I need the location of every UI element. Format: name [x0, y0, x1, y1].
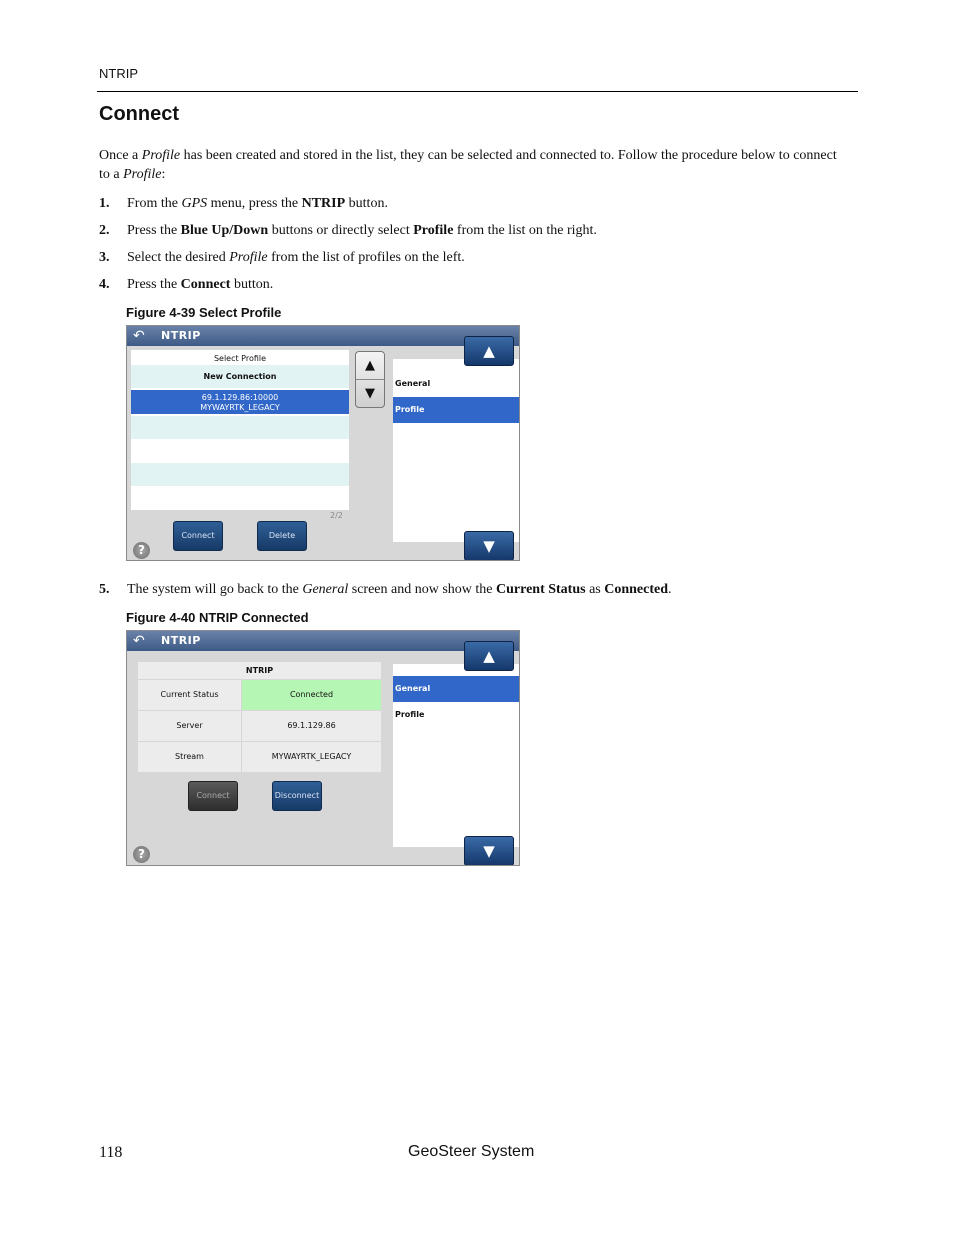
select-profile-screen [126, 325, 520, 561]
page-number: 118 [99, 1144, 123, 1161]
help-icon[interactable]: ? [133, 542, 150, 559]
menu-down-button[interactable] [464, 836, 514, 866]
step-number: 1. [99, 196, 110, 211]
list-item-selected-profile[interactable] [131, 390, 349, 414]
list-item-new-connection[interactable]: New Connection [131, 365, 349, 388]
back-arrow-icon[interactable]: ↶ [133, 328, 145, 344]
profile-list [131, 350, 349, 510]
menu-up-button[interactable] [464, 641, 514, 671]
page-indicator: 2/2 [330, 511, 343, 520]
intro-text: : [161, 167, 166, 182]
title-bar [127, 326, 519, 346]
intro-italic: Profile [141, 148, 181, 163]
list-item-empty[interactable] [131, 486, 349, 509]
server-row [138, 711, 381, 741]
connect-button-disabled[interactable]: Connect [188, 781, 238, 811]
status-value: Connected [242, 680, 381, 710]
arrow-down-icon: ▼ [483, 537, 495, 555]
step-number: 2. [99, 223, 110, 238]
header-rule [97, 91, 858, 92]
back-arrow-icon[interactable]: ↶ [133, 633, 145, 649]
step-number: 5. [99, 582, 110, 597]
disconnect-button[interactable]: Disconnect [272, 781, 322, 811]
figure-1-caption: Figure 4-39 Select Profile [126, 305, 282, 320]
step-4 [99, 276, 859, 294]
step-text: The system will go back to the General screen and now show the Current Status as Connected. [127, 582, 672, 597]
stream-label: Stream [138, 742, 241, 772]
section-title: Connect [99, 103, 179, 125]
menu-list [393, 359, 520, 542]
stream-value: MYWAYRTK_LEGACY [242, 742, 381, 772]
step-text: From the GPS menu, press the NTRIP button. [127, 196, 388, 211]
running-head: NTRIP [99, 66, 138, 81]
step-2 [99, 222, 859, 240]
ntrip-connected-screen [126, 630, 520, 866]
step-3 [99, 249, 859, 267]
menu-item-general[interactable]: General [393, 676, 520, 702]
intro-text: Once a [99, 148, 142, 163]
step-text: Press the Blue Up/Down buttons or directly select Profile from the list on the right. [127, 223, 597, 238]
connect-button[interactable]: Connect [173, 521, 223, 551]
menu-down-button[interactable] [464, 531, 514, 561]
profile-stream: MYWAYRTK_LEGACY [200, 403, 280, 412]
status-row [138, 680, 381, 710]
status-label: Current Status [138, 680, 241, 710]
menu-item-profile[interactable]: Profile [393, 397, 520, 423]
screen-title: NTRIP [161, 634, 201, 647]
menu-list [393, 664, 520, 847]
step-number: 3. [99, 250, 110, 265]
list-item-empty[interactable] [131, 416, 349, 439]
arrow-up-icon: ▲ [483, 342, 495, 360]
list-item-empty[interactable] [131, 463, 349, 486]
triangle-up-icon[interactable]: ▲ [356, 352, 384, 380]
step-text: Select the desired Profile from the list of profiles on the left. [127, 250, 465, 265]
title-bar [127, 631, 519, 651]
intro-paragraph [99, 146, 844, 184]
step-5 [99, 581, 859, 599]
status-table-header: NTRIP [138, 662, 381, 679]
delete-button[interactable]: Delete [257, 521, 307, 551]
triangle-down-icon[interactable]: ▼ [365, 386, 375, 401]
menu-item-general[interactable]: General [395, 379, 431, 388]
step-text: Press the Connect button. [127, 277, 274, 292]
list-scroll-buttons [355, 351, 385, 408]
figure-2-caption: Figure 4-40 NTRIP Connected [126, 610, 309, 625]
help-icon[interactable]: ? [133, 846, 150, 863]
menu-up-button[interactable] [464, 336, 514, 366]
intro-text: has been created and stored in the list, they can be selected and connected to. Follow the procedure below to connect to a [99, 148, 837, 182]
list-item-empty[interactable] [131, 439, 349, 462]
server-label: Server [138, 711, 241, 741]
arrow-down-icon: ▼ [483, 842, 495, 860]
list-header: Select Profile [213, 354, 267, 363]
step-number: 4. [99, 277, 110, 292]
footer-title: GeoSteer System [408, 1143, 535, 1160]
profile-server: 69.1.129.86:10000 [201, 393, 279, 402]
stream-row [138, 742, 381, 772]
step-1 [99, 195, 859, 213]
arrow-up-icon: ▲ [483, 647, 495, 665]
menu-item-profile[interactable]: Profile [395, 710, 425, 719]
server-value: 69.1.129.86 [242, 711, 381, 741]
screen-title: NTRIP [161, 329, 201, 342]
intro-italic: Profile [123, 167, 162, 182]
